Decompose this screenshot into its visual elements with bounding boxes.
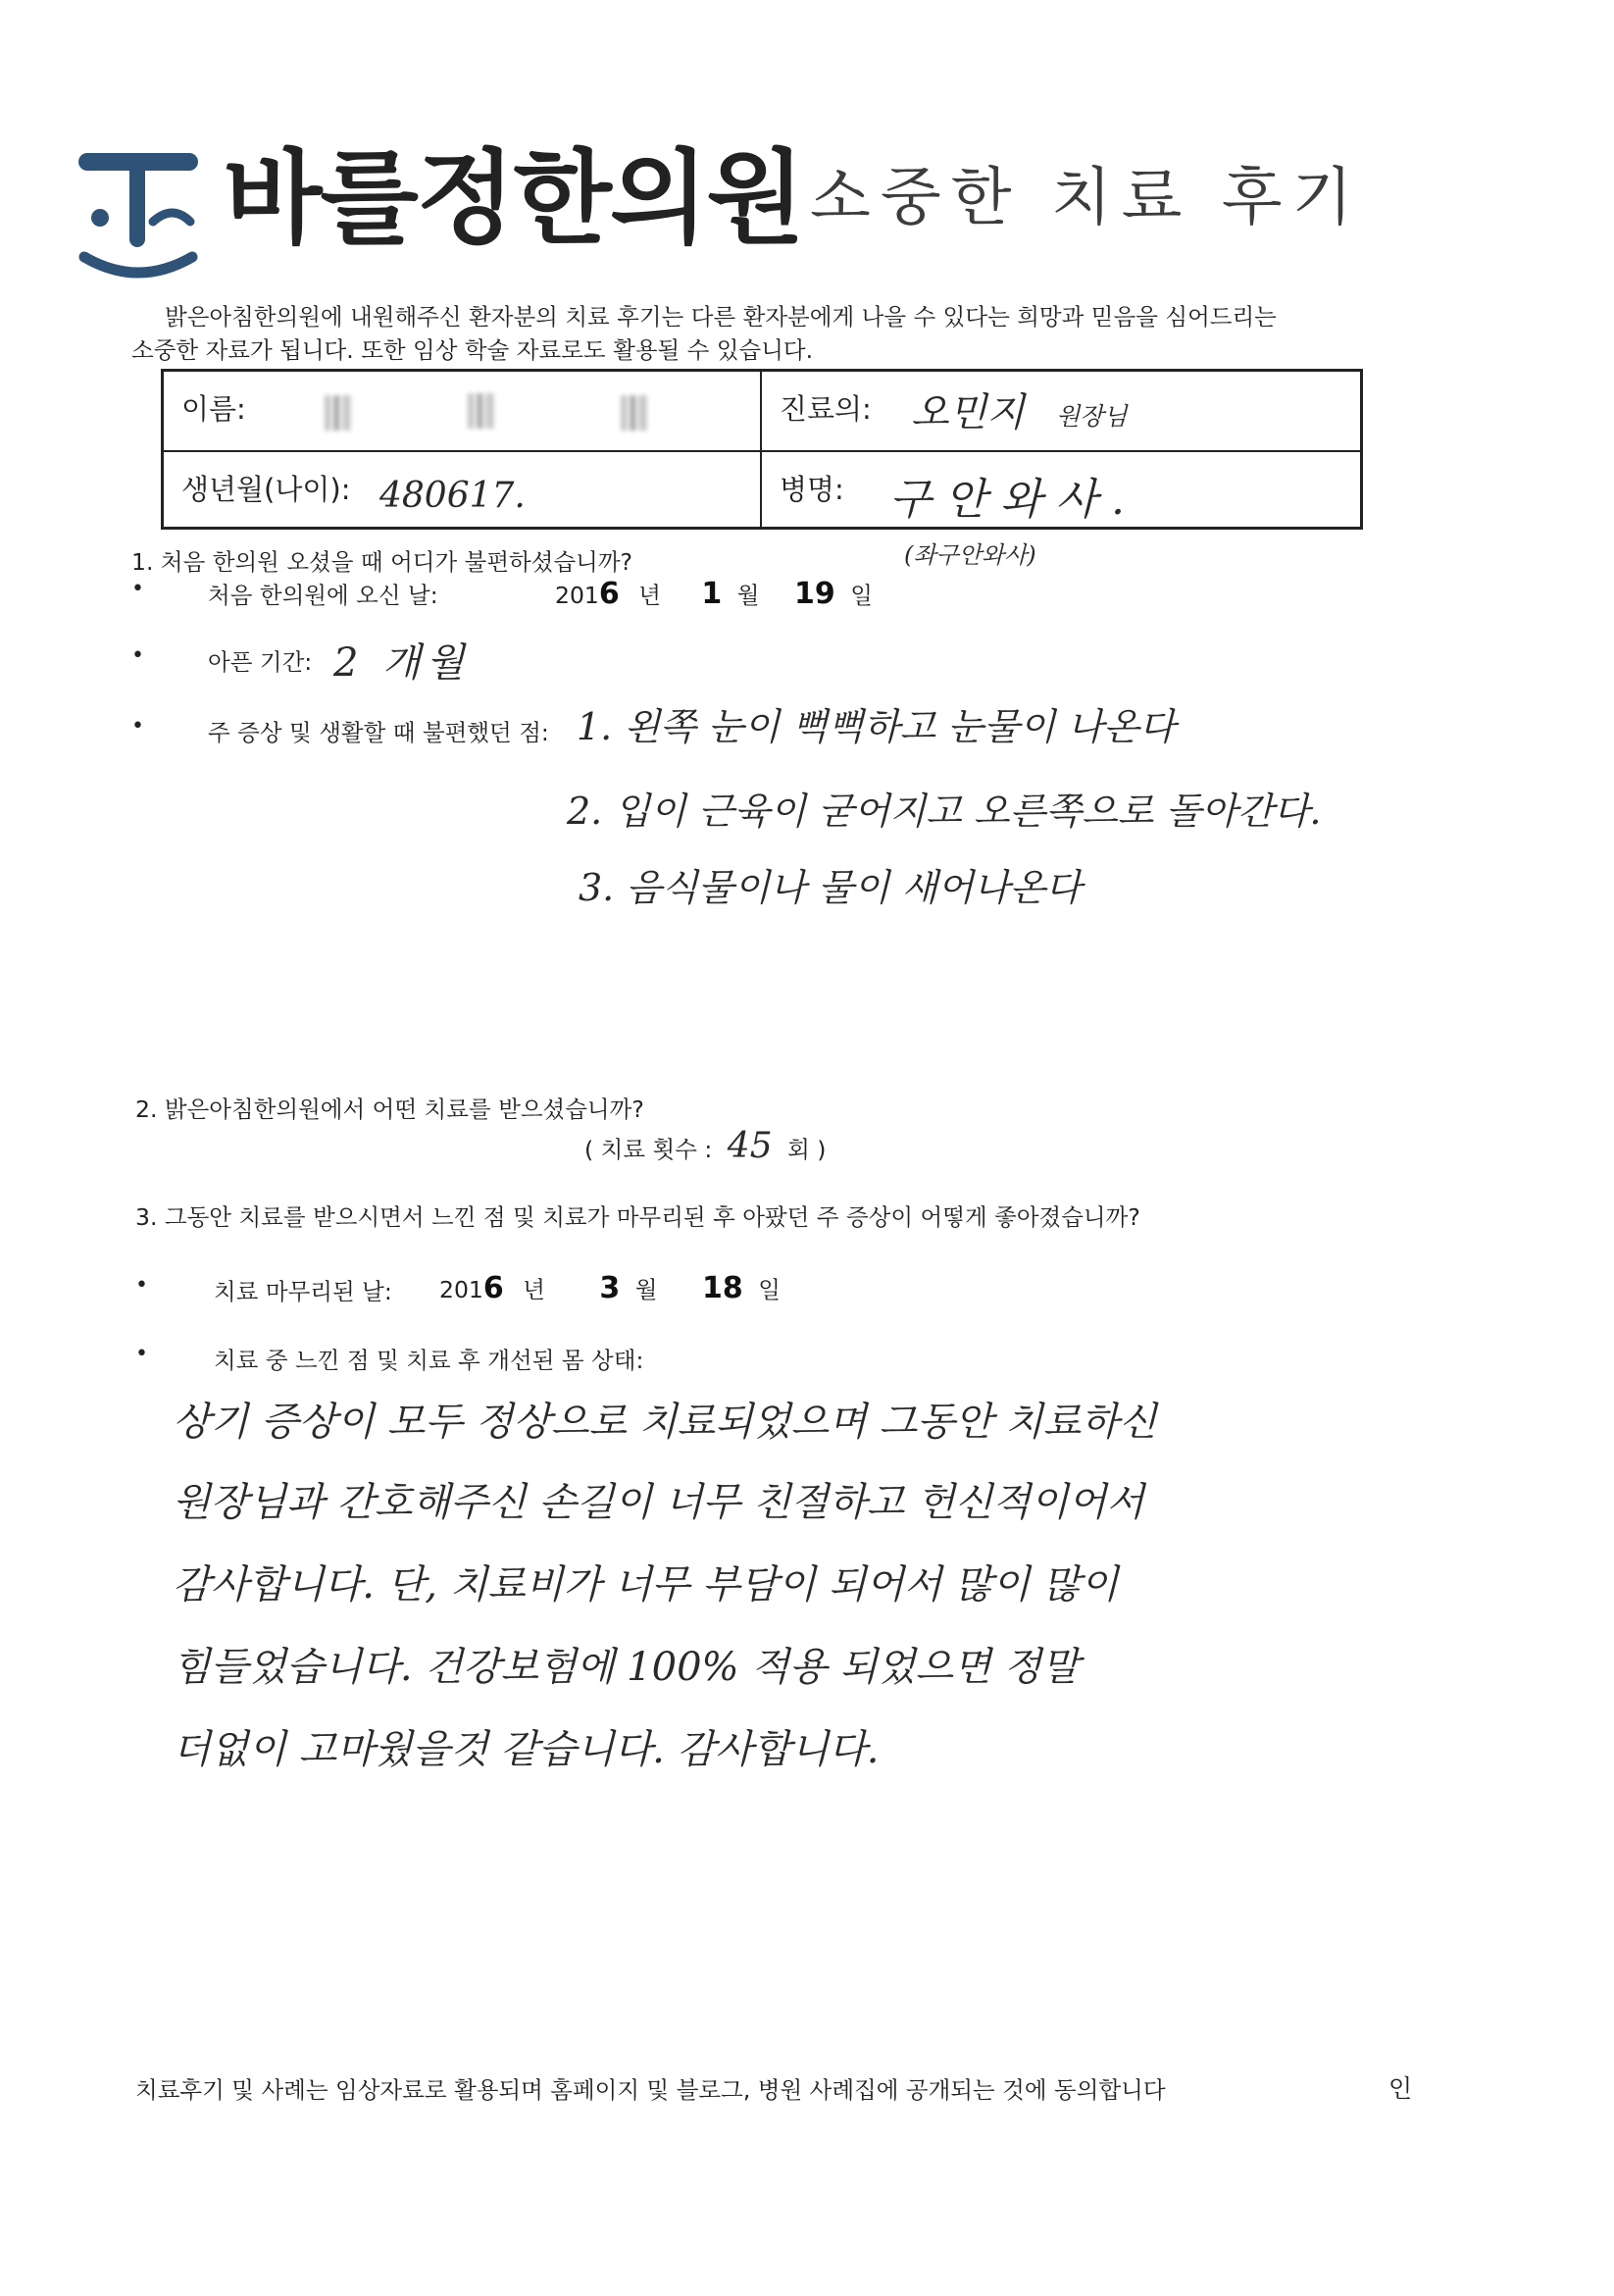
consent-text: 치료후기 및 사례는 임상자료로 활용되며 홈페이지 및 블로그, 병원 사례집에 공개되는 것에 동의합니다: [135, 2076, 1166, 2104]
end-year-digit: 6: [482, 1271, 504, 1305]
redacted-name-char: [325, 395, 352, 431]
symptom-line: 3. 음식물이나 물이 새어나온다: [579, 866, 1082, 909]
doctor-title: 원장님: [1056, 402, 1128, 431]
question-2: 2. 밝은아침한의원에서 어떤 치료를 받으셨습니까?: [135, 1096, 644, 1123]
month-unit: 월: [736, 582, 760, 609]
name-label: 이름:: [181, 392, 246, 426]
clinic-name: 바를정한의원: [224, 138, 803, 258]
feeling-label: 치료 중 느낀 점 및 치료 후 개선된 몸 상태:: [214, 1347, 644, 1374]
symptom-line: 2. 입이 근육이 굳어지고 오른쪽으로 돌아간다.: [567, 790, 1322, 833]
visit-year-digit: 6: [598, 577, 620, 611]
doctor-label: 진료의:: [780, 392, 872, 426]
month-unit: 월: [634, 1276, 658, 1303]
visit-date-label: 처음 한의원에 오신 날:: [208, 582, 438, 609]
end-date-value: [439, 1271, 781, 1305]
visit-month: 1: [701, 577, 723, 611]
visit-day: 19: [793, 577, 835, 611]
bullet: •: [131, 577, 144, 601]
symptom-line: 1. 왼쪽 눈이 뻑뻑하고 눈물이 나온다: [577, 705, 1176, 748]
patient-info-table: [161, 369, 1363, 530]
clinic-logo-icon: [78, 149, 198, 279]
question-3: 3. 그동안 치료를 받으시면서 느낀 점 및 치료가 마무리된 후 아팠던 주 증상이 어떻게 좋아졌습니까?: [135, 1203, 1140, 1231]
disease-label: 병명:: [780, 473, 844, 506]
table-divider: [164, 450, 1360, 452]
redacted-name-char: [468, 393, 495, 429]
bullet: •: [135, 1342, 148, 1366]
bullet: •: [131, 714, 144, 739]
feeling-line: 감사합니다. 단, 치료비가 너무 부담이 되어서 많이 많이: [173, 1562, 1119, 1607]
treatment-count-value: 45: [727, 1126, 773, 1166]
intro-line-1: 밝은아침한의원에 내원해주신 환자분의 치료 후기는 다른 환자분에게 나을 수 있다는 희망과 믿음을 심어드리는: [165, 303, 1277, 331]
birth-value: 480617.: [379, 476, 526, 516]
treatment-count: [584, 1126, 826, 1166]
feeling-line: 원장님과 간호해주신 손길이 너무 친절하고 헌신적이어서: [173, 1480, 1144, 1525]
feeling-line: 힘들었습니다. 건강보험에 100% 적용 되었으면 정말: [173, 1645, 1080, 1690]
bullet: •: [131, 643, 144, 668]
redacted-name-char: [621, 395, 648, 431]
day-unit: 일: [758, 1276, 781, 1303]
treatment-count-open: ( 치료 횟수 :: [584, 1136, 713, 1163]
form-title: 소중한 치료 후기: [810, 162, 1363, 234]
year-unit: 년: [638, 582, 661, 609]
end-year-prefix: 201: [439, 1276, 483, 1303]
intro-line-2: 소중한 자료가 됩니다. 또한 임상 학술 자료로도 활용될 수 있습니다.: [131, 336, 814, 364]
doctor-name: 오민지: [911, 390, 1025, 435]
visit-date-value: [555, 577, 873, 611]
disease-value: 구안와사.: [889, 475, 1139, 525]
year-unit: 년: [523, 1276, 545, 1303]
symptoms-label: 주 증상 및 생활할 때 불편했던 점:: [208, 719, 549, 746]
end-month: 3: [599, 1271, 621, 1305]
seal-label: 인: [1388, 2074, 1413, 2103]
duration-value: 2 개월: [333, 640, 471, 686]
disease-note: (좌구안와사): [904, 541, 1036, 569]
duration-label: 아픈 기간:: [208, 648, 313, 676]
visit-year-prefix: 201: [555, 582, 599, 609]
day-unit: 일: [850, 582, 873, 609]
treatment-count-close: 회 ): [787, 1136, 827, 1163]
feeling-line: 상기 증상이 모두 정상으로 치료되었으며 그동안 치료하신: [173, 1400, 1157, 1445]
birth-label: 생년월(나이):: [181, 473, 351, 506]
end-date-label: 치료 마무리된 날:: [214, 1278, 392, 1305]
bullet: •: [135, 1273, 148, 1298]
table-divider: [760, 372, 762, 527]
end-day: 18: [701, 1271, 743, 1305]
feeling-line: 더없이 고마웠을것 같습니다. 감사합니다.: [173, 1727, 880, 1772]
question-1: 1. 처음 한의원 오셨을 때 어디가 불편하셨습니까?: [131, 548, 633, 576]
intro-text: [131, 300, 1387, 367]
